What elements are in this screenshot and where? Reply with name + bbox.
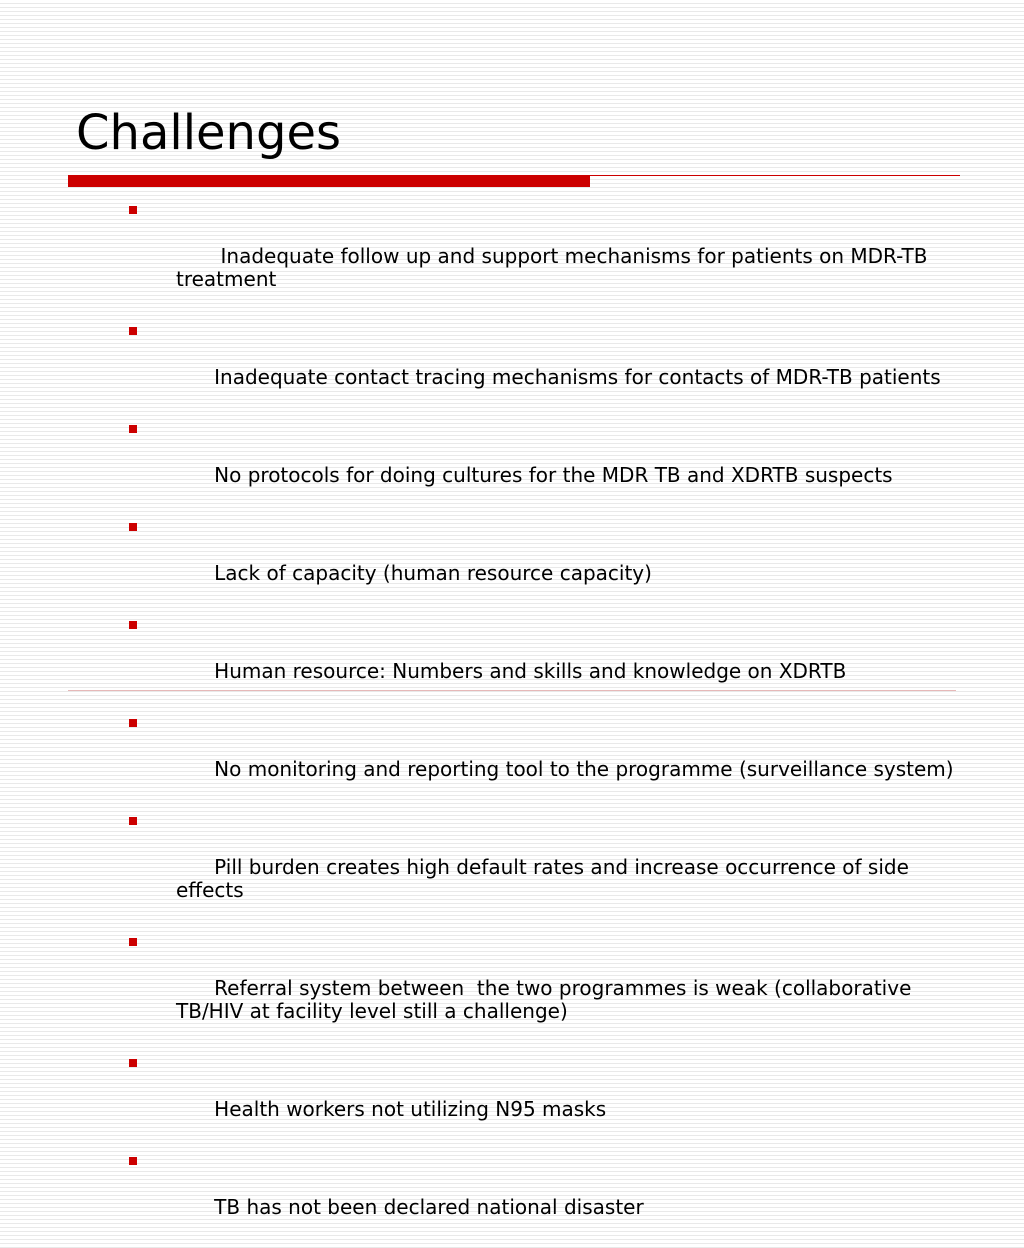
list-item: [128, 199, 958, 314]
red-square-bullet-icon: [129, 817, 137, 825]
bullet-text: Pill burden creates high default rates and increase occurrence of side effects: [176, 855, 916, 902]
list-item: [128, 810, 958, 925]
red-square-bullet-icon: [129, 523, 137, 531]
title-underline-thick: [68, 175, 590, 187]
list-item: [128, 1150, 958, 1242]
bullet-text: Inadequate follow up and support mechanisms for patients on MDR-TB treatment: [176, 244, 934, 291]
red-square-bullet-icon: [129, 938, 137, 946]
bullet-text: Lack of capacity (human resource capacity): [214, 561, 652, 585]
red-square-bullet-icon: [129, 1059, 137, 1067]
red-square-bullet-icon: [129, 425, 137, 433]
slide-title: Challenges: [76, 105, 341, 161]
bullet-text: No protocols for doing cultures for the MDR TB and XDRTB suspects: [214, 463, 893, 487]
list-item: [128, 320, 958, 412]
title-underline-thin: [590, 175, 960, 176]
list-item: [128, 614, 958, 706]
list-item: [128, 931, 958, 1046]
red-square-bullet-icon: [129, 621, 137, 629]
red-square-bullet-icon: [129, 206, 137, 214]
bullet-text: Referral system between the two programmes is weak (collaborative TB/HIV at facility level still a challenge): [176, 976, 918, 1023]
bullet-text: TB has not been declared national disaster: [214, 1195, 644, 1219]
red-square-bullet-icon: [129, 327, 137, 335]
bullet-text: Inadequate contact tracing mechanisms for contacts of MDR-TB patients: [214, 365, 941, 389]
list-item: [128, 712, 958, 804]
list-item: [128, 516, 958, 608]
red-square-bullet-icon: [129, 1157, 137, 1165]
list-item: [128, 418, 958, 510]
bullet-text: Health workers not utilizing N95 masks: [214, 1097, 607, 1121]
bullet-text: No monitoring and reporting tool to the programme (surveillance system): [214, 757, 954, 781]
red-square-bullet-icon: [129, 719, 137, 727]
bullet-text: Human resource: Numbers and skills and knowledge on XDRTB: [214, 659, 847, 683]
list-item: [128, 1052, 958, 1144]
footer-divider: [68, 690, 956, 691]
bullet-list: [128, 199, 958, 1248]
